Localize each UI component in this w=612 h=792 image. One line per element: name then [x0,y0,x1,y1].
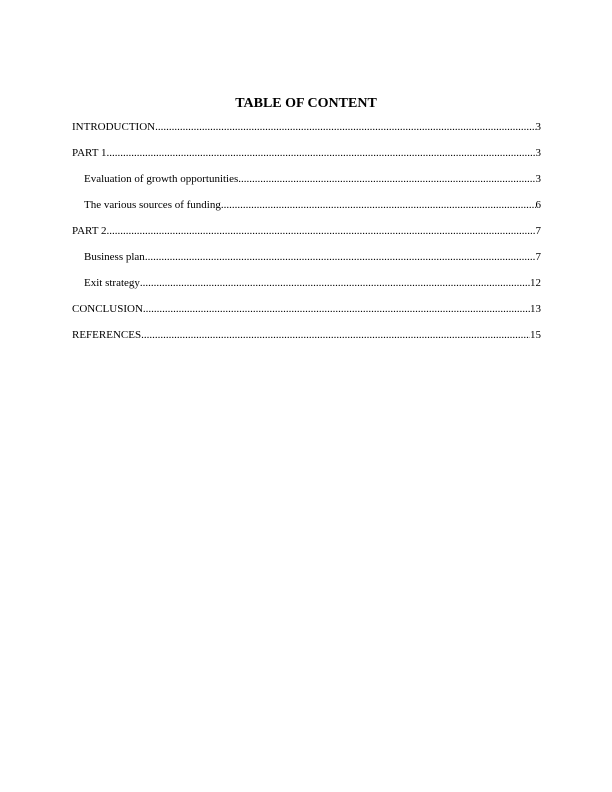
toc-entry-label: Business plan [84,251,145,263]
toc-entry-sources-of-funding[interactable] [72,199,541,225]
toc-entry-introduction[interactable] [72,121,541,147]
toc-dot-leader [145,251,536,264]
toc-entry-label: Evaluation of growth opportunities [84,173,239,185]
toc-dot-leader [143,303,530,316]
toc-entry-conclusion[interactable] [72,303,541,329]
toc-dot-leader [141,329,530,342]
toc-entry-exit-strategy[interactable] [72,277,541,303]
toc-entry-evaluation-of-growth-opportunities[interactable] [72,173,541,199]
toc-entry-label: PART 2 [72,225,107,237]
toc-entry-page: 6 [535,199,541,211]
toc-entry-part-2[interactable] [72,225,541,251]
toc-entry-references[interactable] [72,329,541,355]
toc-entry-page: 7 [535,225,541,237]
toc-entry-label: CONCLUSION [72,303,143,315]
toc-dot-leader [107,225,536,238]
toc-dot-leader [140,277,530,290]
toc-dot-leader [221,199,536,212]
toc-entry-label: The various sources of funding [84,199,221,211]
toc-list [72,121,541,355]
toc-entry-label: PART 1 [72,147,107,159]
toc-entry-label: REFERENCES [72,329,142,341]
toc-entry-label: Exit strategy [84,277,140,289]
toc-entry-business-plan[interactable] [72,251,541,277]
toc-entry-page: 13 [530,303,541,315]
toc-entry-page: 3 [535,121,541,133]
toc-entry-page: 3 [535,173,541,185]
toc-entry-part-1[interactable] [72,147,541,173]
toc-entry-page: 7 [535,251,541,263]
toc-entry-page: 15 [530,329,541,341]
toc-dot-leader [238,173,535,186]
toc-dot-leader [107,147,536,160]
toc-entry-label: INTRODUCTION [72,121,156,133]
toc-entry-page: 12 [530,277,541,289]
toc-title: TABLE OF CONTENT [235,96,377,111]
toc-entry-page: 3 [535,147,541,159]
toc-dot-leader [155,121,535,134]
